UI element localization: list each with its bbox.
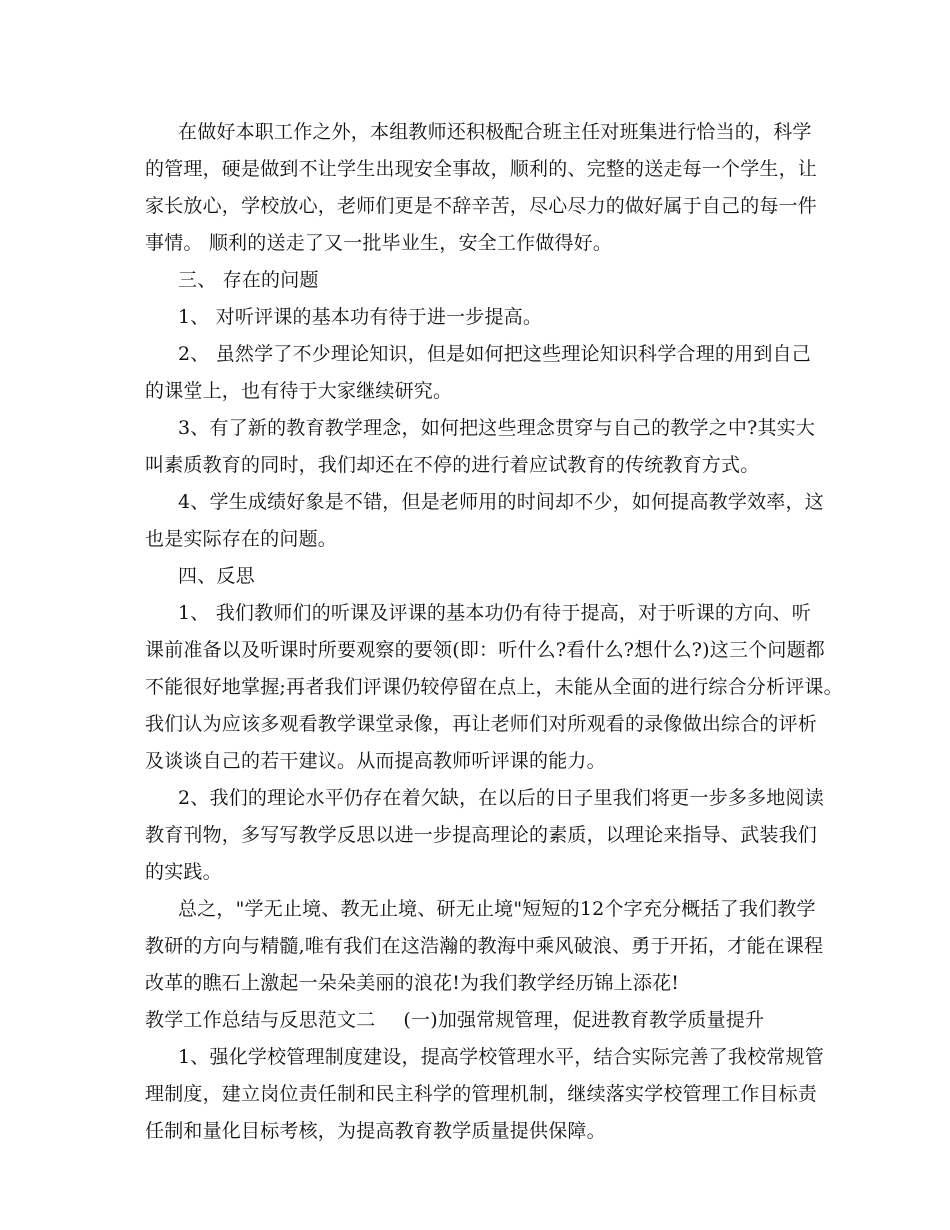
paragraph-line: 教研的方向与精髓,唯有我们在这浩瀚的教海中乘风破浪、勇于开拓，才能在课程 bbox=[145, 935, 824, 957]
paragraph-line: 的课堂上，也有待于大家继续研究。 bbox=[145, 380, 453, 402]
paragraph-line: 1、 对听评课的基本功有待于进一步提高。 bbox=[178, 306, 543, 328]
paragraph-line: 的管理，硬是做到不让学生出现安全事故，顺利的、完整的送走每一个学生，让 bbox=[145, 158, 818, 180]
section-heading: 三、 存在的问题 bbox=[178, 269, 319, 291]
paragraph-line: 课前准备以及听课时所要观察的要领(即：听什么?看什么?想什么?)这三个问题都 bbox=[145, 639, 825, 661]
paragraph-line: 也是实际存在的问题。 bbox=[145, 528, 338, 550]
article-title: 教学工作总结与反思范文二 bbox=[145, 1009, 376, 1031]
paragraph-line: 叫素质教育的同时，我们却还在不停的进行着应试教育的传统教育方式。 bbox=[145, 454, 760, 476]
paragraph-line: 2、我们的理论水平仍存在着欠缺，在以后的日子里我们将更一步多多地阅读 bbox=[178, 787, 824, 809]
paragraph-line: 教育刊物，多写写教学反思以进一步提高理论的素质，以理论来指导、武装我们 bbox=[145, 824, 818, 846]
section-heading: 四、反思 bbox=[178, 565, 255, 587]
paragraph-line: 不能很好地掌握;再者我们评课仍较停留在点上，未能从全面的进行综合分析评课。 bbox=[145, 676, 843, 698]
paragraph-line: 1、强化学校管理制度建设，提高学校管理水平，结合实际完善了我校常规管 bbox=[178, 1046, 824, 1068]
subsection-heading: (一)加强常规管理，促进教育教学质量提升 bbox=[403, 1009, 765, 1031]
paragraph-line: 的实践。 bbox=[145, 861, 222, 883]
paragraph-line: 在做好本职工作之外，本组教师还积极配合班主任对班集进行恰当的，科学 bbox=[178, 121, 812, 143]
paragraph-line: 总之，"学无止境、教无止境、研无止境"短短的12个字充分概括了我们教学 bbox=[178, 898, 816, 920]
paragraph-line: 1、 我们教师们的听课及评课的基本功仍有待于提高，对于听课的方向、听 bbox=[178, 602, 811, 624]
article-title-line bbox=[145, 1008, 764, 1032]
paragraph-line: 家长放心，学校放心，老师们更是不辞辛苦，尽心尽力的做好属于自己的每一件 bbox=[145, 195, 818, 217]
paragraph-line: 2、 虽然学了不少理论知识，但是如何把这些理论知识科学合理的用到自己 bbox=[178, 343, 811, 365]
paragraph-line: 我们认为应该多观看教学课堂录像，再让老师们对所观看的录像做出综合的评析 bbox=[145, 713, 818, 735]
paragraph-line: 及谈谈自己的若干建议。从而提高教师听评课的能力。 bbox=[145, 750, 606, 772]
paragraph-line: 4、学生成绩好象是不错，但是老师用的时间却不少，如何提高教学效率，这 bbox=[178, 491, 824, 513]
paragraph-line: 改革的瞧石上激起一朵朵美丽的浪花!为我们教学经历锦上添花! bbox=[145, 972, 680, 994]
paragraph-line: 3、有了新的教育教学理念，如何把这些理念贯穿与自己的教学之中?其实大 bbox=[178, 417, 816, 439]
paragraph-line: 理制度，建立岗位责任制和民主科学的管理机制，继续落实学校管理工作目标责 bbox=[145, 1083, 818, 1105]
paragraph-line: 任制和量化目标考核，为提高教育教学质量提供保障。 bbox=[145, 1120, 606, 1142]
paragraph-line: 事情。 顺利的送走了又一批毕业生，安全工作做得好。 bbox=[145, 232, 613, 254]
